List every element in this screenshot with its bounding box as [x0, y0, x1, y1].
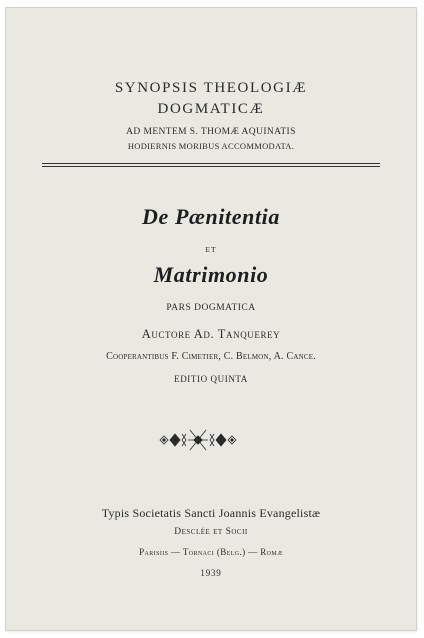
series-title-line1: SYNOPSIS THEOLOGIÆ	[114, 80, 308, 96]
cooperators-line: Cooperantibus F. Cimetier, C. Belmon, A. Cance.	[106, 351, 316, 362]
publication-year: 1939	[200, 568, 222, 578]
book-cover	[6, 8, 416, 630]
divider-rule-bottom	[42, 166, 380, 167]
pars-label: PARS DOGMATICA	[166, 303, 256, 313]
title-conjunction: ET	[205, 245, 217, 254]
book-title-part1: De Pænitentia	[142, 204, 280, 229]
publisher-name: Desclée et Socii	[174, 527, 248, 537]
book-title-part2: Matrimonio	[153, 262, 269, 287]
publication-places: Parisiis — Tornaci (Belg.) — Romæ	[139, 547, 283, 557]
series-subtitle-line2: HODIERNIS MORIBUS ACCOMMODATA.	[127, 141, 295, 151]
author-line: Auctore Ad. Tanquerey	[141, 327, 281, 341]
series-title-line2: DOGMATICÆ	[157, 101, 265, 117]
publisher-line: Typis Societatis Sancti Joannis Evangelistæ	[101, 506, 321, 520]
divider-rule-top	[42, 163, 380, 164]
fleuron-ornament-icon	[158, 426, 238, 454]
edition-label: EDITIO QUINTA	[174, 374, 248, 384]
series-subtitle-line1: AD MENTEM S. THOMÆ AQUINATIS	[126, 127, 296, 137]
